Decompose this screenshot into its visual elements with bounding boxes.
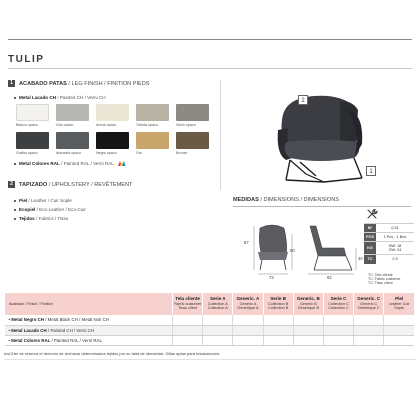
swatch[interactable]: Bronze [176,132,209,155]
swatch-color [16,104,49,121]
bullet-icon [14,200,16,202]
swatch[interactable]: Tórtola opaco [136,104,169,127]
swatch-color [56,104,89,121]
column-header: Piel Leather Cuir Sople [384,293,414,315]
column-header: Generic. B Generic B Générique B [293,293,323,315]
section-title-bold: ACABADO PATAS [19,80,67,87]
side-view-svg [302,218,364,280]
swatch[interactable]: Negro opaco [96,132,129,155]
callout-2: 2 [298,95,308,105]
section-title-bold: TAPIZADO [19,181,48,188]
table-row: TC 2,9 [364,255,414,264]
bullet-icon [14,163,16,165]
dim-depth: 82 [327,275,332,280]
dim-height: 87 [244,240,249,245]
table-row: PCS 1 Pcs - 1 Box [364,233,414,242]
side-view-drawing [302,218,364,280]
column-header: Serie C Collection C Collection C [323,293,353,315]
top-rule [8,39,412,40]
price-table [4,293,414,346]
section-upholstery [8,181,132,188]
product-title: TULIP [8,54,45,65]
dim-depth-top: 60 [290,248,295,253]
callout-1: 1 [366,166,376,176]
section-title-rest: / UPHOLSTERY / REVÊTEMENT [47,181,133,188]
section-number: 2 [8,181,15,188]
swatch-color [56,132,89,149]
swatch-color [16,132,49,149]
table-row: M³ 0,51 [364,224,414,233]
table-row: • Metal Lacado CH / Painted CH / Verni CH [5,325,415,335]
bottom-rule [4,359,416,360]
dimensions-rule [233,206,411,207]
swatch[interactable]: Antracita opaco [56,132,89,155]
subhead-painted-ch: Metal Lacado CH / Painted CH / Verni CH [14,95,106,100]
column-divider [220,80,221,190]
swatch-color [96,104,129,121]
swatch[interactable]: Blanco opaco [16,104,49,127]
list-item: Ecopiel / Eco-Leather / Eco-Cuir [14,207,86,212]
column-header: Acabado / Finish / Finition [5,293,173,315]
swatch-color [176,104,209,121]
column-header: Generic. A Generic A Générique A [233,293,263,315]
packing-table [364,223,414,264]
swatch[interactable]: Gris opaco [56,104,89,127]
bullet-icon [14,218,16,220]
column-header: Serie A Collection A Collection A [203,293,233,315]
section-number: 1 [8,80,15,87]
tc-notes: TC: Tela cliente TC: Fabric customer TC: Tissu client [368,273,401,286]
table-row: • Metal Negro CH / Metal Black CH / Metal Noir CH [5,315,415,325]
column-header: Tela cliente Fabric customer Tissu client [173,293,203,315]
swatch[interactable]: Oro [136,132,169,155]
finish-swatch-grid [16,104,209,155]
column-header: Serie B Collection B Collection B [263,293,293,315]
section-leg-finish [8,80,150,87]
chair-illustration [228,80,414,190]
table-row: • Metal Colores RAL / Painted RAL / Verni RAL [5,335,415,345]
swatch[interactable]: Arena opaco [96,104,129,127]
bullet-icon [14,209,16,211]
swatch-color [96,132,129,149]
section-dimensions [233,197,339,203]
list-item: Tejidos / Fabrics / Tissu [14,216,86,221]
section-title-rest: / DIMENSIONS / DIMENSIONS [258,197,339,203]
swatch-color [176,132,209,149]
section-title-rest: / LEG FINISH / FINITION PIEDS [66,80,150,87]
column-header: Generic. C Generic C Générique C [354,293,384,315]
title-rule [8,68,412,69]
subhead-painted-ral: Metal Colores RAL / Painted RAL / Verni RAL [14,160,126,167]
dim-width: 73 [269,275,274,280]
swatch-color [136,104,169,121]
upholstery-list [14,198,86,221]
swatch[interactable]: Grafito opaco [16,132,49,155]
section-title-bold: MEDIDAS [233,197,259,203]
footer-note: losCHer se reserva el derecho de rechazar determinados tejidos por su falta de idoneidad. Sillas aptas para instalaciones. [4,351,221,356]
table-header-row [5,293,415,315]
swatch[interactable]: Visón opaco [176,104,209,127]
swatch-color [136,132,169,149]
list-item: Piel / Leather / Cuir Sople [14,198,86,203]
dim-seat-height: 40 [358,256,363,261]
tools-icon [366,208,378,220]
ral-palette-icon [117,160,126,167]
bullet-icon [14,97,16,99]
table-row: KG NW: 18 GW: 24 [364,242,414,255]
armchair-image [228,80,414,190]
